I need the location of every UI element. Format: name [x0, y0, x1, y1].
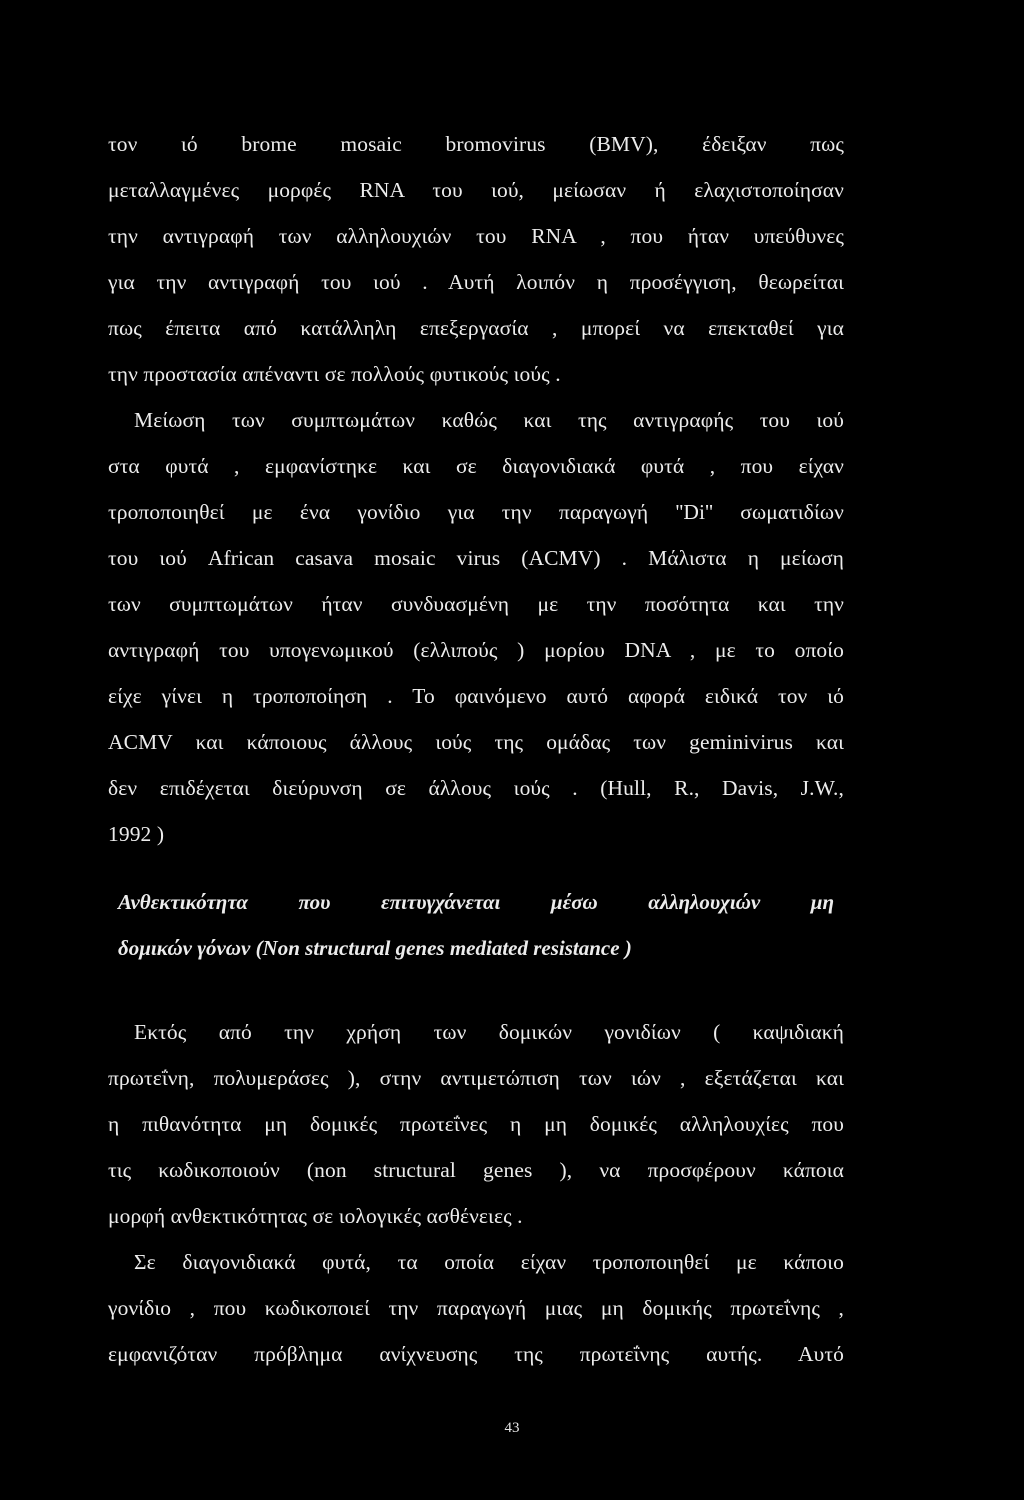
text-line: την προστασία απέναντι σε πολλούς φυτικούς ιούς .: [108, 362, 561, 386]
text-line: για την αντιγραφή του ιού . Αυτή λοιπόν η προσέγγιση, θεωρείται: [108, 270, 844, 294]
text-line: αντιγραφή του υπογενωμικού (ελλιπούς ) μορίου DNA , με το οποίο: [108, 638, 844, 662]
text-line: δεν επιδέχεται διεύρυνση σε άλλους ιούς . (Hull, R., Davis, J.W.,: [108, 776, 844, 800]
text-line: πρωτεΐνη, πολυμεράσες ), στην αντιμετώπιση των ιών , εξετάζεται και: [108, 1066, 844, 1090]
text-line: των συμπτωμάτων ήταν συνδυασμένη με την ποσότητα και την: [108, 592, 844, 616]
text-line: εμφανιζόταν πρόβλημα ανίχνευσης της πρωτεΐνης αυτής. Αυτό: [108, 1342, 844, 1366]
text-line: τροποποιηθεί με ένα γονίδιο για την παραγωγή ''Di'' σωματιδίων: [108, 500, 844, 524]
text-line: μορφή ανθεκτικότητας σε ιολογικές ασθένειες .: [108, 1204, 523, 1228]
heading-line: Ανθεκτικότητα που επιτυγχάνεται μέσω αλληλουχιών μη: [118, 890, 834, 914]
page-number: 43: [504, 1420, 520, 1436]
text-line: Μείωση των συμπτωμάτων καθώς και της αντιγραφής του ιού: [134, 408, 844, 432]
text-line: η πιθανότητα μη δομικές πρωτεΐνες η μη δομικές αλληλουχίες που: [108, 1112, 844, 1136]
text-line: είχε γίνει η τροποποίηση . Το φαινόμενο αυτό αφορά ειδικά τον ιό: [108, 684, 844, 708]
text-line: πως έπειτα από κατάλληλη επεξεργασία , μπορεί να επεκταθεί για: [108, 316, 844, 340]
text-line: στα φυτά , εμφανίστηκε και σε διαγονιδιακά φυτά , που είχαν: [108, 454, 844, 478]
text-line: μεταλλαγμένες μορφές RNA του ιού, μείωσαν ή ελαχιστοποίησαν: [108, 178, 844, 202]
text-line: του ιού African casava mosaic virus (ACMV) . Μάλιστα η μείωση: [108, 546, 844, 570]
text-line: την αντιγραφή των αλληλουχιών του RNA , που ήταν υπεύθυνες: [108, 224, 844, 248]
text-line: 1992 ): [108, 822, 165, 846]
text-line: Σε διαγονιδιακά φυτά, τα οποία είχαν τροποποιηθεί με κάποιο: [134, 1250, 844, 1274]
heading-line: δομικών γόνων (Non structural genes mediated resistance ): [118, 936, 632, 960]
text-line: ACMV και κάποιους άλλους ιούς της ομάδας των geminivirus και: [108, 730, 844, 754]
text-line: γονίδιο , που κωδικοποιεί την παραγωγή μιας μη δομικής πρωτεΐνης ,: [108, 1296, 844, 1320]
text-line: τις κωδικοποιούν (non structural genes ), να προσφέρουν κάποια: [108, 1158, 844, 1182]
text-line: Εκτός από την χρήση των δομικών γονιδίων ( καψιδιακή: [134, 1020, 844, 1044]
text-line: τον ιό brome mosaic bromovirus (BMV), έδειξαν πως: [108, 132, 844, 156]
